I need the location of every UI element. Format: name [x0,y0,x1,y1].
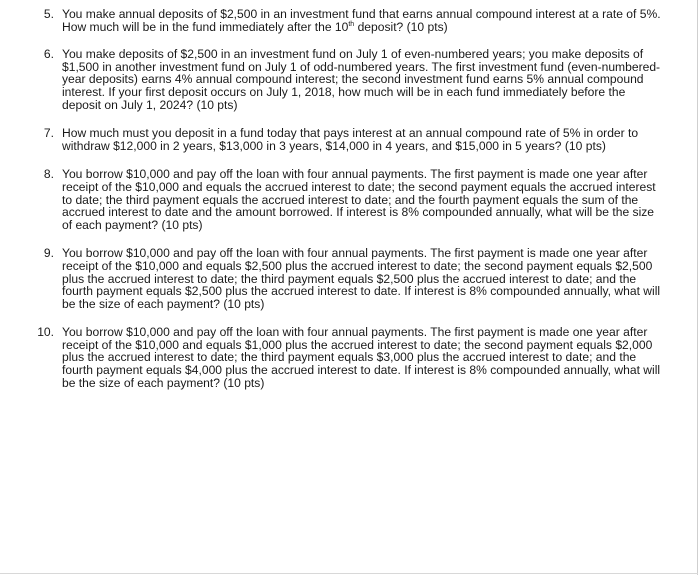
question-text [62,8,664,33]
question-text: You borrow $10,000 and pay off the loan with four annual payments. The first payment is made one year after receipt of the $10,000 and equals $2,500 plus the accrued interest to date; the second payment equals $2,500 plus the accrued interest to date; the third payment equals $2,500 plus the accrued interest to date; and the fourth payment equals $2,500 plus the accrued interest to date. If interest is 8% compounded annually, what will be the size of each payment? (10 pts) [62,246,661,311]
question-list [0,8,700,405]
question-number: 10. [37,325,54,340]
question-text: You make deposits of $2,500 in an investment fund on July 1 of even-numbered years; you make deposits of $1,500 in another investment fund on July 1 of odd-numbered years. The first investment fund (even-numbered-year deposits) earns 4% annual compound interest; the second investment fund earns 5% annual compound interest. If your first deposit occurs on July 1, 2018, how much will be in each fund immediately before the deposit on July 1, 2024? (10 pts) [62,47,661,112]
question-text-main: You make annual deposits of $2,500 in an investment fund that earns annual compound interest at a rate of 5%. How much will be in the fund immediately after the 10 [62,7,661,34]
question-number: 5. [43,7,54,21]
question-number: 6. [43,47,54,62]
question-10 [0,326,700,389]
question-text-end: deposit? (10 pts) [354,19,448,34]
question-9 [0,247,700,310]
question-text: You borrow $10,000 and pay off the loan with four annual payments. The first payment is made one year after receipt of the $10,000 and equals $1,000 plus the accrued interest to date; the second payment equals $2,000 plus the accrued interest to date; the third payment equals $3,000 plus the accrued interest to date; and the fourth payment equals $4,000 plus the accrued interest to date. If interest is 8% compounded annually, what will be the size of each payment? (10 pts) [62,325,661,390]
ordinal-suffix: th [348,20,355,28]
question-text: How much must you deposit in a fund today that pays interest at an annual compound rate of 5% in order to withdraw $12,000 in 2 years, $13,000 in 3 years, $14,000 in 4 years, and $15,000 in 5 years? (10 pts) [62,126,639,153]
question-8 [0,168,700,231]
question-number: 8. [43,167,54,182]
question-number: 9. [43,246,54,261]
question-text: You borrow $10,000 and pay off the loan with four annual payments. The first payment is made one year after receipt of the $10,000 and equals the accrued interest to date; the second payment equals the accrued interest to date; the third payment equals the accrued interest to date; and the fourth payment equals the sum of the accrued interest to date and the amount borrowed. If interest is 8% compounded annually, what will be the size of each payment? (10 pts) [62,167,656,232]
page-edge-bottom [0,573,698,574]
question-number: 7. [43,126,54,141]
question-7 [0,127,700,152]
question-6 [0,48,700,111]
question-5 [0,8,700,33]
